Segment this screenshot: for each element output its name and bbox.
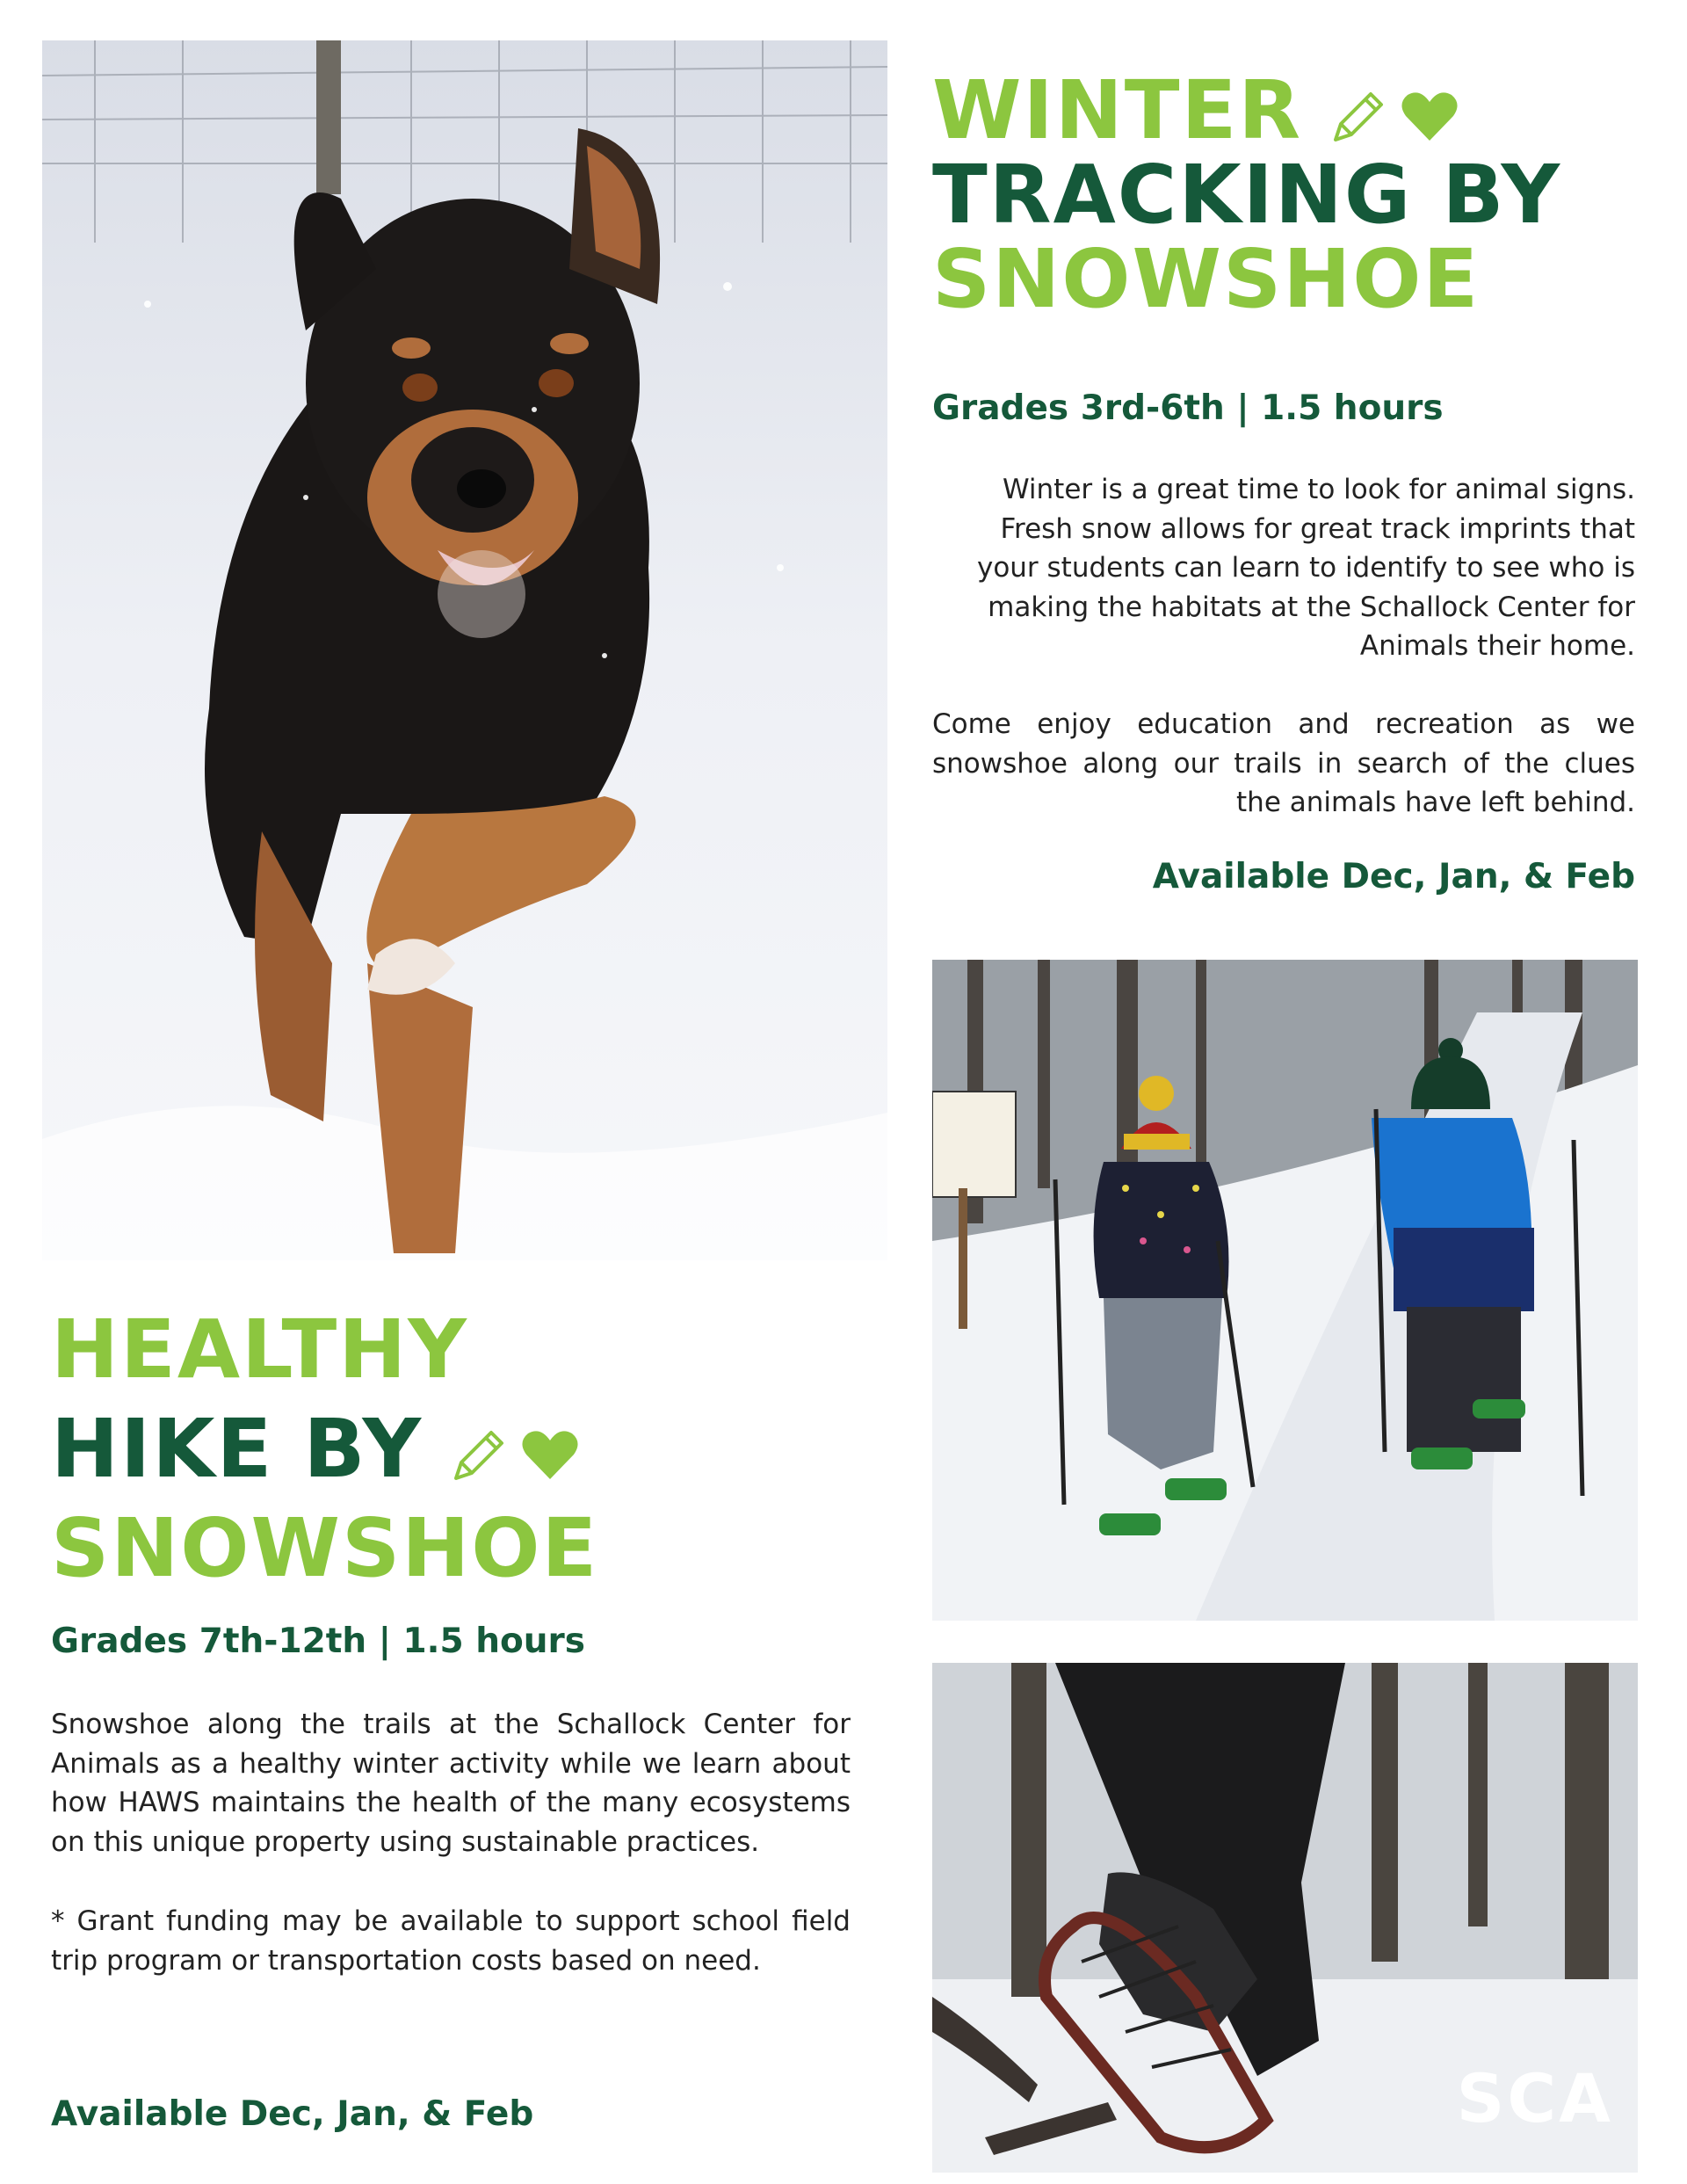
winter-tracking-title	[932, 63, 1562, 326]
title-line: TRACKING BY	[932, 148, 1562, 242]
winter-paragraph: Come enjoy education and recreation as we snowshoe along our trails in search of the clues the animals have left behind.	[932, 708, 1635, 818]
snowshoe-boot-photo	[932, 1663, 1638, 2173]
watermark-logo: SCA	[1456, 2059, 1613, 2137]
pencil-icon	[449, 1424, 510, 1485]
healthy-paragraph: * Grant funding may be available to support school field trip program or transportation costs based on need.	[51, 1905, 851, 1977]
title-line: WINTER	[932, 63, 1303, 157]
heart-icon	[1401, 90, 1459, 142]
kids-snowshoeing-photo	[932, 960, 1638, 1621]
healthy-paragraph: Snowshoe along the trails at the Schallock Center for Animals as a healthy winter activity while we learn about how HAWS maintains the health of the many ecosystems on this unique property using sustainable practices.	[51, 1709, 851, 1858]
title-decoration	[449, 1424, 579, 1485]
title-line: SNOWSHOE	[51, 1501, 599, 1595]
title-decoration	[1329, 85, 1459, 147]
healthy-body-text	[51, 1705, 851, 2021]
healthy-hike-title	[51, 1302, 599, 1607]
heart-icon	[521, 1428, 579, 1481]
healthy-grades-subtitle: Grades 7th-12th | 1.5 hours	[51, 1622, 585, 1661]
title-line: SNOWSHOE	[932, 232, 1481, 326]
winter-availability: Available Dec, Jan, & Feb	[1152, 857, 1635, 896]
healthy-availability: Available Dec, Jan, & Feb	[51, 2094, 534, 2134]
pencil-icon	[1329, 85, 1390, 147]
winter-grades-subtitle: Grades 3rd-6th | 1.5 hours	[932, 388, 1444, 428]
dog-running-photo	[42, 40, 887, 1260]
title-line: HEALTHY	[51, 1302, 468, 1397]
winter-paragraph: Winter is a great time to look for animal signs. Fresh snow allows for great track imprints that your students can learn to identify to see who is making the habitats at the Schallock Center for Animals their home.	[976, 474, 1635, 662]
title-line: HIKE BY	[51, 1402, 424, 1496]
